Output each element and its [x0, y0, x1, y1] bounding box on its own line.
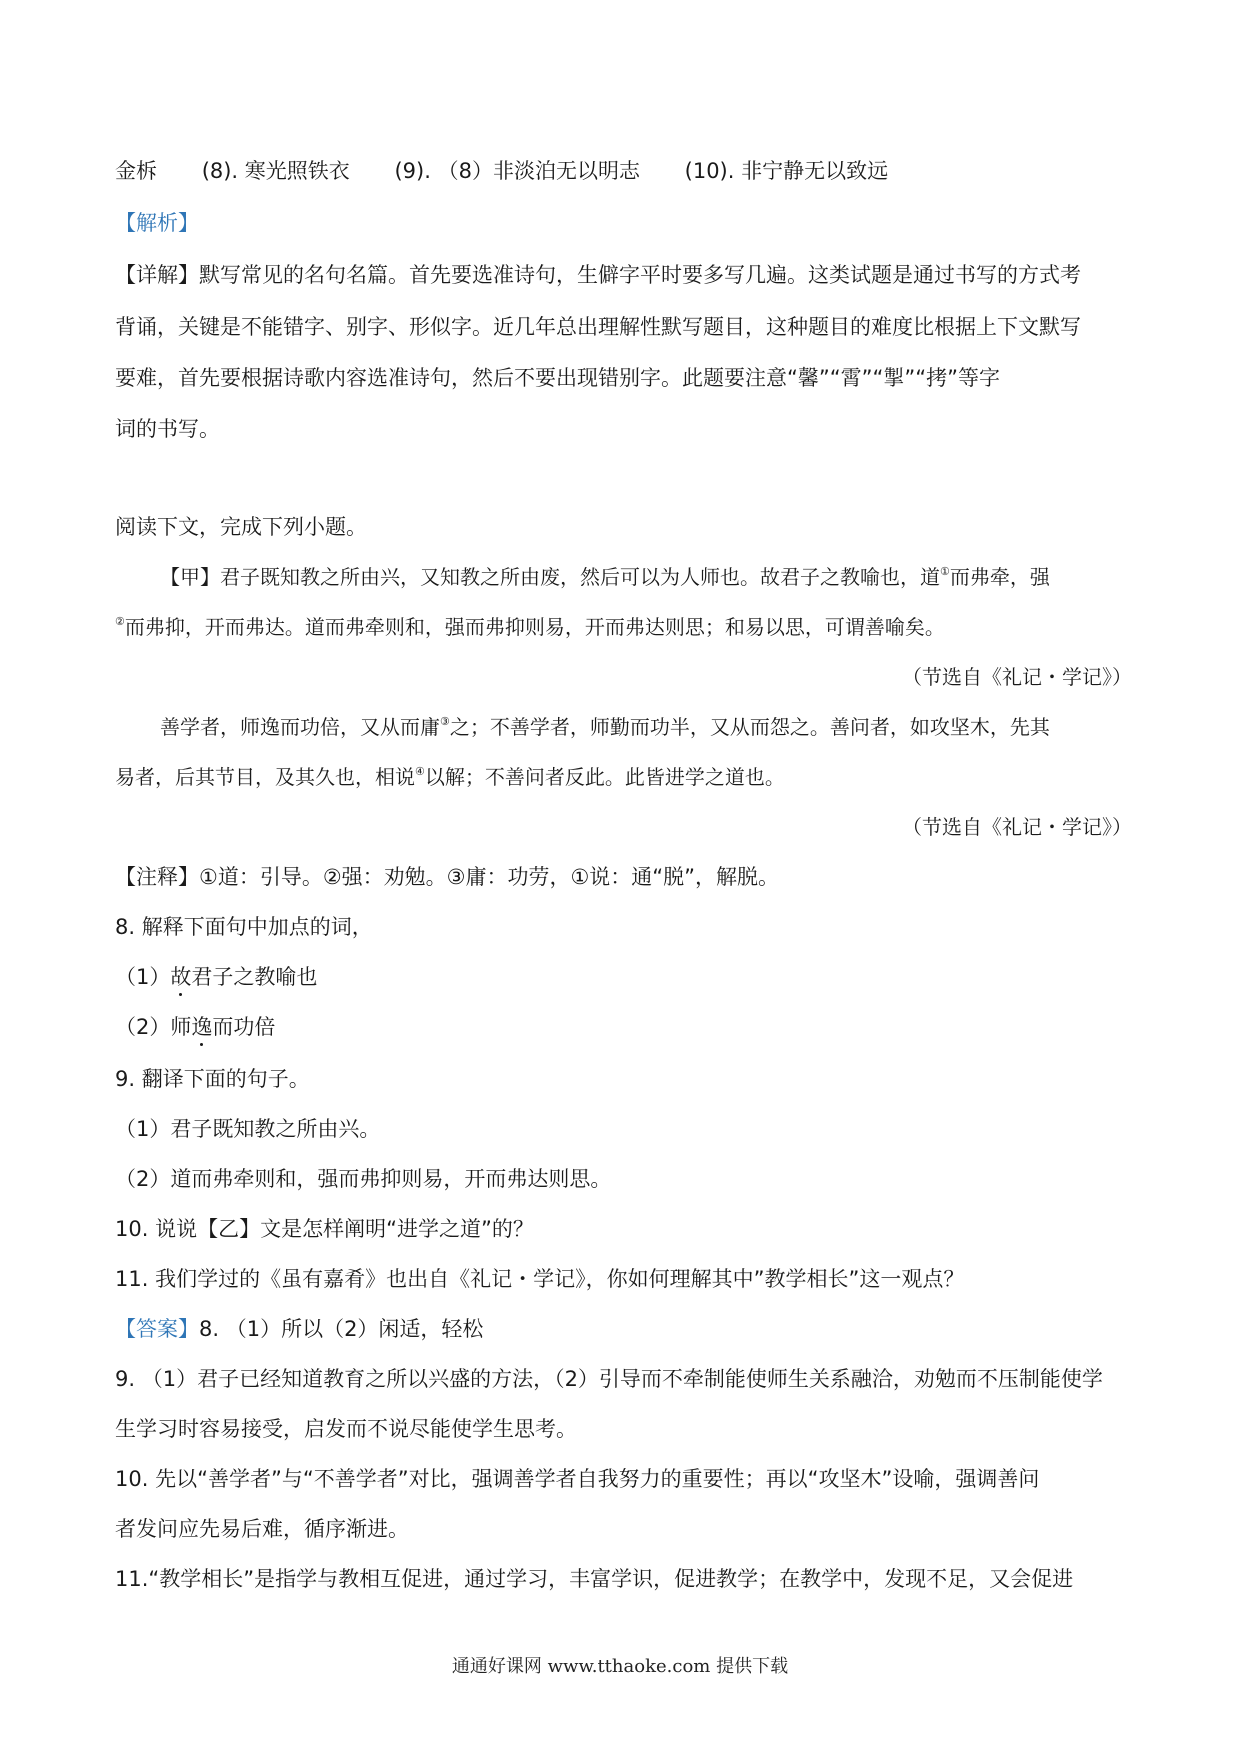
- dotted-word-yi: 逸: [191, 1012, 212, 1042]
- question-8-1: [115, 962, 1135, 992]
- question-8-2-text: 而功倍: [212, 1015, 276, 1039]
- note-marker-4: ④: [415, 765, 425, 778]
- page-footer: 通通好课网 www.tthaoke.com 提供下载: [451, 1656, 789, 1677]
- answer-10: (10). 非宁静无以致远: [684, 159, 889, 183]
- answer-9: (9). （8）非淡泊无以明志: [394, 159, 640, 183]
- notes-line: 【注释】①道：引导。②强：劝勉。③庸：功劳，①说：通“脱”，解脱。: [115, 865, 780, 889]
- answer-8: (8). 寒光照铁衣: [201, 159, 350, 183]
- answer-11-line-1: 11.“教学相长”是指学与教相互促进，通过学习，丰富学识，促进教学；在教学中，发现不足，又会促进: [115, 1567, 1074, 1591]
- answer-10-line-2: 者发问应先易后难，循序渐进。: [115, 1517, 409, 1541]
- passage-a-source: （节选自《礼记・学记》）: [902, 665, 1132, 689]
- answer-label: 【答案】: [115, 1317, 199, 1341]
- passage-a-line-2: [115, 612, 1135, 642]
- passage-b-line-2: [115, 762, 1135, 792]
- question-8-1-text: 君子之教喻也: [191, 965, 318, 989]
- detail-line-1: 【详解】默写常见的名句名篇。首先要选准诗句，生僻字平时要多写几遍。这类试题是通过书写的方式考: [115, 263, 1081, 287]
- question-8: 8. 解释下面句中加点的词，: [115, 915, 373, 939]
- answer-7: 金柝: [115, 159, 157, 183]
- passage-b-line-1: [160, 712, 1180, 742]
- passage-b-text-2b: 以解；不善问者反此。此皆进学之道也。: [424, 765, 785, 789]
- question-8-2-prefix: （2）师: [115, 1015, 192, 1039]
- passage-b-source: （节选自《礼记・学记》）: [902, 815, 1132, 839]
- passage-b-text-1a: 善学者，师逸而功倍，又从而庸: [160, 715, 440, 739]
- passage-a-text-1b: 而弗牵，强: [949, 565, 1050, 589]
- question-11: 11. 我们学过的《虽有嘉肴》也出自《礼记・学记》，你如何理解其中”教学相长”这一观点？: [115, 1267, 965, 1291]
- answer-9-line-2: 生学习时容易接受，启发而不说尽能使学生思考。: [115, 1417, 577, 1441]
- question-10: 10. 说说【乙】文是怎样阐明“进学之道”的？: [115, 1217, 534, 1241]
- passage-a-text-1a: 【甲】君子既知教之所由兴，又知教之所由废，然后可以为人师也。故君子之教喻也，道: [160, 565, 940, 589]
- question-8-2: [115, 1012, 1135, 1042]
- question-9-2: （2）道而弗牵则和，强而弗抑则易，开而弗达则思。: [115, 1167, 612, 1191]
- note-marker-3: ③: [440, 715, 450, 728]
- answer-10-line-1: 10. 先以“善学者”与“不善学者”对比，强调善学者自我努力的重要性；再以“攻坚木”设喻，强调善问: [115, 1467, 1040, 1491]
- answer-9-line-1: 9. （1）君子已经知道教育之所以兴盛的方法，（2）引导而不牵制能使师生关系融洽，劝勉而不压制能使学: [115, 1367, 1103, 1391]
- analysis-label: 【解析】: [115, 211, 199, 235]
- dotted-word-gu: 故: [170, 962, 191, 992]
- passage-b-text-1b: 之；不善学者，师勤而功半，又从而怨之。善问者，如攻坚木，先其: [449, 715, 1050, 739]
- detail-line-4: 词的书写。: [115, 417, 220, 441]
- top-answers-line: [115, 156, 1135, 186]
- detail-line-2: 背诵，关键是不能错字、别字、形似字。近几年总出理解性默写题目，这种题目的难度比根据上下文默写: [115, 315, 1081, 339]
- note-marker-2: ②: [115, 615, 125, 628]
- reading-intro: 阅读下文，完成下列小题。: [115, 515, 367, 539]
- detail-line-3: 要难，首先要根据诗歌内容选准诗句，然后不要出现错别字。此题要注意“馨”“霄”“掣”“拷”等字: [115, 366, 1001, 390]
- passage-b-text-2a: 易者，后其节目，及其久也，相说: [115, 765, 415, 789]
- answer-8-line: [115, 1314, 1135, 1344]
- question-9: 9. 翻译下面的句子。: [115, 1067, 310, 1091]
- passage-a-text-2: 而弗抑，开而弗达。道而弗牵则和，强而弗抑则易，开而弗达则思；和易以思，可谓善喻矣。: [124, 615, 945, 639]
- passage-a-line-1: [160, 562, 1180, 592]
- question-9-1: （1）君子既知教之所由兴。: [115, 1117, 381, 1141]
- answer-8-text: 8. （1）所以（2）闲适，轻松: [199, 1317, 484, 1341]
- note-marker-1: ①: [940, 565, 950, 578]
- question-8-1-prefix: （1）: [115, 965, 171, 989]
